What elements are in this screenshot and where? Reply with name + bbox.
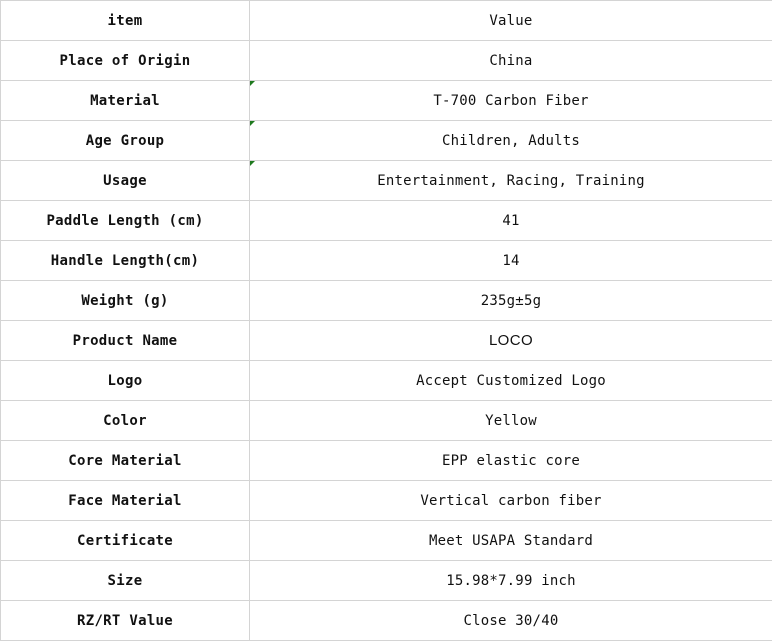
row-value-cell[interactable]: Meet USAPA Standard: [250, 521, 772, 561]
row-label-cell[interactable]: Age Group: [1, 121, 250, 161]
row-value-text: T-700 Carbon Fiber: [433, 92, 589, 109]
table-row: [1, 441, 772, 481]
row-value-cell[interactable]: Close 30/40: [250, 601, 772, 641]
row-label-cell[interactable]: Color: [1, 401, 250, 441]
comment-marker-icon[interactable]: [250, 81, 255, 86]
table-row: [1, 41, 772, 81]
row-label-cell[interactable]: Material: [1, 81, 250, 121]
row-label-cell[interactable]: Place of Origin: [1, 41, 250, 81]
header-label-cell[interactable]: item: [1, 1, 250, 41]
table-row: [1, 521, 772, 561]
row-label-cell[interactable]: Handle Length(cm): [1, 241, 250, 281]
row-value-cell[interactable]: China: [250, 41, 772, 81]
row-value-cell[interactable]: 235g±5g: [250, 281, 772, 321]
table-row: [1, 281, 772, 321]
table-row: [1, 81, 772, 121]
table-row: [1, 321, 772, 361]
row-value-cell[interactable]: Yellow: [250, 401, 772, 441]
table-row: [1, 241, 772, 281]
table-row: [1, 481, 772, 521]
row-label-cell[interactable]: Logo: [1, 361, 250, 401]
header-value-cell[interactable]: Value: [250, 1, 772, 41]
row-value-cell[interactable]: [250, 161, 772, 201]
row-label-cell[interactable]: Paddle Length (cm): [1, 201, 250, 241]
row-value-cell[interactable]: Vertical carbon fiber: [250, 481, 772, 521]
table-row: [1, 401, 772, 441]
row-value-cell[interactable]: LOCO: [250, 321, 772, 361]
row-label-cell[interactable]: Size: [1, 561, 250, 601]
table-row: [1, 601, 772, 641]
comment-marker-icon[interactable]: [250, 161, 255, 166]
row-value-cell[interactable]: [250, 81, 772, 121]
row-value-cell[interactable]: 41: [250, 201, 772, 241]
row-label-cell[interactable]: Product Name: [1, 321, 250, 361]
row-value-cell[interactable]: 15.98*7.99 inch: [250, 561, 772, 601]
row-label-cell[interactable]: Usage: [1, 161, 250, 201]
spec-table-body: [1, 1, 772, 641]
row-value-text: Children, Adults: [441, 132, 581, 149]
table-row: [1, 561, 772, 601]
table-row: [1, 121, 772, 161]
row-label-cell[interactable]: Certificate: [1, 521, 250, 561]
row-label-cell[interactable]: Face Material: [1, 481, 250, 521]
row-value-cell[interactable]: EPP elastic core: [250, 441, 772, 481]
row-value-cell[interactable]: Accept Customized Logo: [250, 361, 772, 401]
table-row: [1, 201, 772, 241]
row-value-cell[interactable]: 14: [250, 241, 772, 281]
row-value-cell[interactable]: [250, 121, 772, 161]
row-value-text: Entertainment, Racing, Training: [377, 172, 645, 189]
table-row: [1, 161, 772, 201]
header-row: [1, 1, 772, 41]
row-label-cell[interactable]: Core Material: [1, 441, 250, 481]
comment-marker-icon[interactable]: [250, 121, 255, 126]
table-row: [1, 361, 772, 401]
row-label-cell[interactable]: Weight (g): [1, 281, 250, 321]
row-label-cell[interactable]: RZ/RT Value: [1, 601, 250, 641]
